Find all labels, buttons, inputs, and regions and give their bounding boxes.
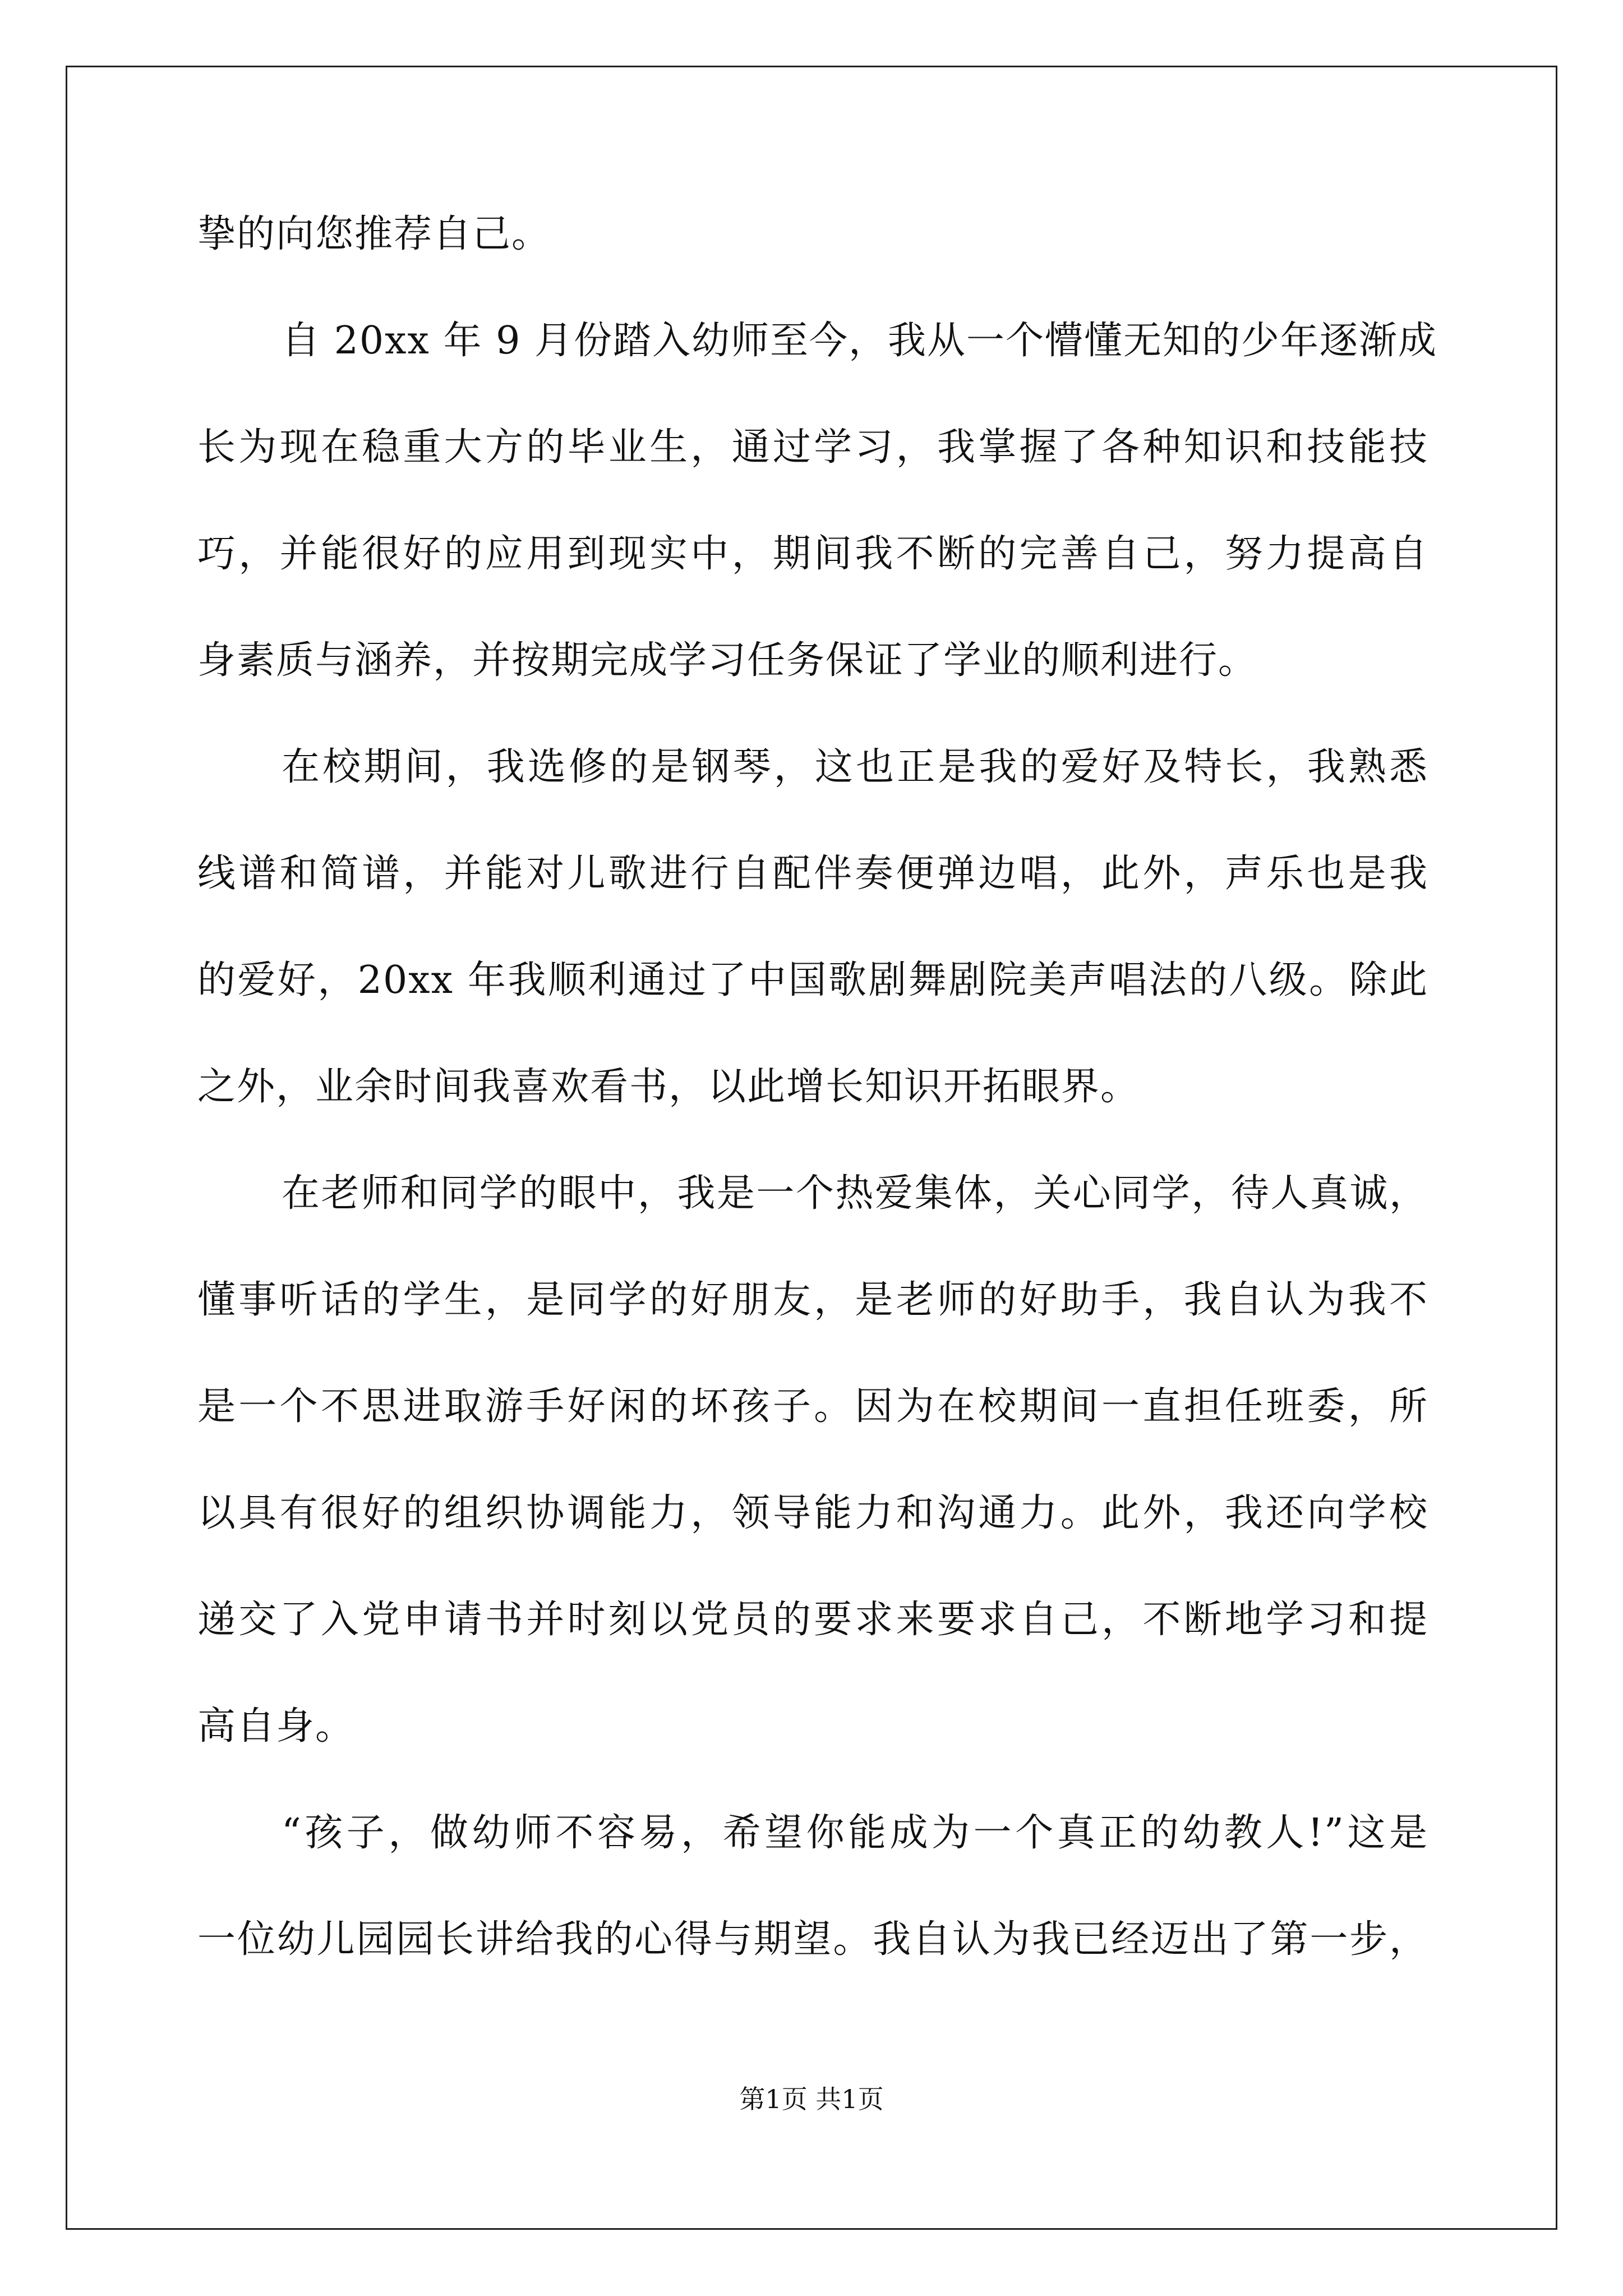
text-line: 在校期间，我选修的是钢琴，这也正是我的爱好及特长，我熟悉 (282, 745, 1428, 789)
text-line: 自 20xx 年 9 月份踏入幼师至今，我从一个懵懂无知的少年逐渐成 (282, 319, 1437, 363)
text-line: 是一个不思进取游手好闲的坏孩子。因为在校期间一直担任班委，所 (197, 1384, 1428, 1429)
text-line: 挚的向您推荐自己。 (197, 212, 551, 256)
text-line: 长为现在稳重大方的毕业生，通过学习，我掌握了各种知识和技能技 (197, 425, 1428, 470)
page-number-footer: 第1页 共1页 (739, 2084, 884, 2114)
text-line: 在老师和同学的眼中，我是一个热爱集体，关心同学，待人真诚， (282, 1171, 1428, 1216)
text-line: 身素质与涵养，并按期完成学习任务保证了学业的顺利进行。 (197, 638, 1258, 683)
text-line: 线谱和简谱，并能对儿歌进行自配伴奏便弹边唱，此外，声乐也是我 (197, 852, 1428, 896)
text-line: 以具有很好的组织协调能力，领导能力和沟通力。此外，我还向学校 (197, 1491, 1428, 1535)
page-border (66, 66, 1557, 2230)
text-line: 的爱好，20xx 年我顺利通过了中国歌剧舞剧院美声唱法的八级。除此 (197, 958, 1428, 1002)
text-line: 懂事听话的学生，是同学的好朋友，是老师的好助手，我自认为我不 (197, 1278, 1428, 1322)
text-line: 之外，业余时间我喜欢看书，以此增长知识开拓眼界。 (197, 1065, 1140, 1109)
text-line: 递交了入党申请书并时刻以党员的要求来要求自己，不断地学习和提 (197, 1598, 1428, 1642)
text-line: 巧，并能很好的应用到现实中，期间我不断的完善自己，努力提高自 (197, 532, 1428, 576)
text-line: 一位幼儿园园长讲给我的心得与期望。我自认为我已经迈出了第一步， (197, 1917, 1428, 1962)
text-line: 高自身。 (197, 1704, 355, 1749)
text-line: “孩子，做幼师不容易，希望你能成为一个真正的幼教人!”这是 (282, 1811, 1428, 1855)
